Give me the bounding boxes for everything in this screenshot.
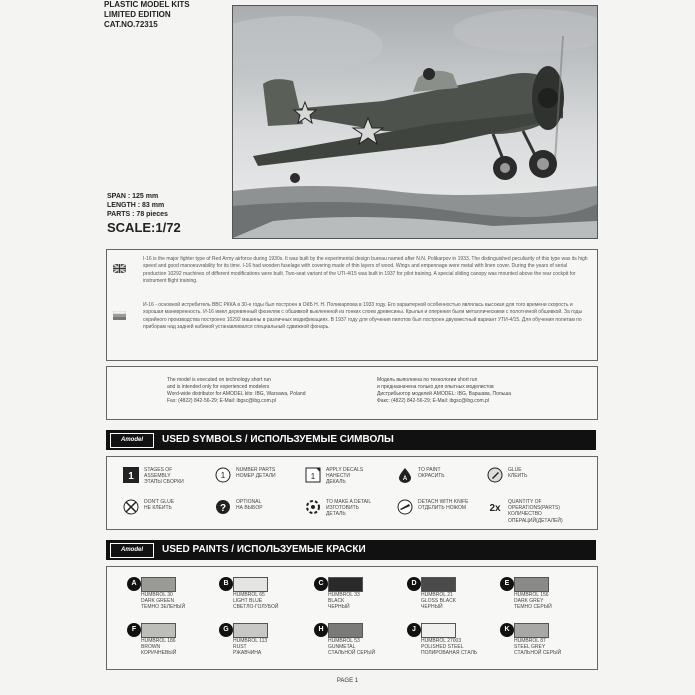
symbol-label (236, 499, 263, 511)
symbol-legend-item (305, 467, 363, 486)
symbol-label (418, 499, 468, 511)
paint-swatch (514, 577, 549, 592)
symbol-label (144, 499, 174, 511)
paint-legend-item (500, 577, 590, 627)
symbol-label (144, 467, 184, 486)
paint-swatch (514, 623, 549, 638)
header-line2: LIMITED EDITION (104, 10, 171, 19)
symbol-label-line: DON'T GLUE (144, 499, 175, 505)
paint-swatch (421, 577, 456, 592)
symbol-label (508, 499, 563, 524)
paint-label-line: DARK GREY (514, 598, 544, 605)
symbol-label-line: ИЗГОТОВИТЬ (326, 505, 359, 512)
symbol-label-line: ОКРАСИТЬ (418, 473, 445, 480)
symbol-label-line: НА ВЫБОР (236, 505, 263, 512)
paint-label-line: HUMBROL 156 (514, 592, 549, 598)
paint-swatch (141, 577, 176, 592)
stage-icon (123, 467, 139, 483)
paint-label-line: ТЕМНО ЗЕЛЕНЫЙ (141, 604, 186, 611)
paint-label (514, 592, 552, 611)
paint-letter-badge: F (127, 623, 141, 637)
symbol-label-line: КЛЕИТЬ (508, 473, 528, 480)
box-art-image (232, 5, 598, 239)
paint-swatch (328, 623, 363, 638)
uk-flag-icon (113, 264, 126, 273)
make-detail-icon (305, 499, 321, 515)
paint-label (141, 638, 176, 657)
span-value: SPAN : 125 mm (107, 193, 159, 200)
paint-letter-badge: C (314, 577, 328, 591)
symbol-label-line: ЭТАПЫ СБОРКИ (144, 479, 184, 486)
knife-icon (397, 499, 413, 515)
paint-label-line: HUMBROL 186 (141, 638, 176, 644)
scale-label: SCALE:1/72 (107, 220, 181, 235)
paint-label-line: BLACK (328, 598, 345, 605)
paint-legend-item (407, 577, 497, 627)
paint-label-line: ПОЛИРОВАНАЯ СТАЛЬ (421, 650, 478, 657)
page-number: PAGE 1 (336, 678, 359, 684)
paint-letter-badge: D (407, 577, 421, 591)
paint-label (141, 592, 185, 611)
paint-label-line: BROWN (141, 644, 161, 651)
symbols-header (106, 430, 596, 450)
paint-label (421, 592, 456, 611)
note-line: Дистрибьютор моделей AMODEL: IBG, Варшава, Польша (377, 391, 512, 397)
optional-icon (215, 499, 231, 515)
paint-label (233, 638, 267, 657)
symbols-title: USED SYMBOLS / ИСПОЛЬЗУЕМЫЕ СИМВОЛЫ (162, 434, 394, 445)
paints-header (106, 540, 596, 560)
symbols-panel (106, 456, 598, 530)
symbol-label-line: ОТДЕЛИТЬ НОЖОМ (418, 505, 467, 512)
paint-label-line: GLOSS BLACK (421, 598, 457, 605)
paint-label-line: HUMBROL 53 (328, 638, 360, 644)
paint-label-line: HUMBROL 65 (233, 592, 265, 598)
part-number-icon (215, 467, 231, 483)
symbol-label-line: TO MAKE A DETAIL (326, 499, 372, 505)
note-line: и предназначена только для опытных моделистов (377, 384, 494, 390)
symbol-legend-item (215, 499, 263, 515)
note-line: Модель выполнена по технологии short run (377, 377, 478, 383)
paint-label-line: HUMBROL 33 (328, 592, 360, 598)
symbol-label-line: ОПЕРАЦИЙ(ДЕТАЛЕЙ) (508, 517, 563, 524)
russian-flag-icon (113, 311, 126, 320)
paints-panel (106, 566, 598, 670)
paints-title: USED PAINTS / ИСПОЛЬЗУЕМЫЕ КРАСКИ (162, 544, 366, 555)
paint-legend-item (219, 577, 309, 627)
paint-label-line: КОРИЧНЕВЫЙ (141, 650, 177, 657)
paint-swatch (233, 623, 268, 638)
paint-label-line: HUMBROL 21 (421, 592, 453, 598)
note-line: Факс: (4822) 842-56-29; E-Mail: ibgsc@ibg.com.pl (377, 398, 490, 404)
paint-label-line: СВЕТЛО-ГОЛУБОЙ (233, 604, 279, 611)
symbol-label-line: КОЛИЧЕСТВО (508, 511, 542, 518)
symbol-label (326, 467, 363, 486)
paint-label-line: RUST (233, 644, 247, 651)
note-line: Word-wide distributor for AMODEL kits: IBG, Warsawa, Poland (167, 391, 306, 397)
paint-legend-item (500, 623, 590, 673)
symbol-legend-item (305, 499, 371, 518)
symbol-legend-item (397, 467, 445, 483)
paint-letter-badge: B (219, 577, 233, 591)
dont-glue-icon (123, 499, 139, 515)
paint-label-line: ЧЕРНЫЙ (421, 604, 443, 611)
paint-label-line: LIGHT BLUE (233, 598, 263, 605)
paint-legend-item (219, 623, 309, 673)
paint-label (514, 638, 561, 657)
paint-label-line: ЧЕРНЫЙ (328, 604, 350, 611)
symbol-label-line: QUANTITY OF (508, 499, 542, 505)
paint-label-line: HUMBROL 27003 (421, 638, 462, 644)
svg-text:A: A (402, 476, 408, 482)
paint-label-line: POLISHED STEEL (421, 644, 464, 651)
quantity-icon (487, 499, 503, 515)
symbol-label-line: НОМЕР ДЕТАЛИ (236, 473, 276, 480)
symbol-label-line: TO PAINT (418, 467, 441, 473)
kit-specs (107, 192, 168, 219)
header-line1: PLASTIC MODEL KITS (104, 0, 190, 9)
paint-label-line: СТАЛЬНОЙ СЕРЫЙ (328, 650, 376, 657)
glue-icon (487, 467, 503, 483)
kit-header (104, 0, 190, 30)
symbol-legend-item (487, 467, 527, 483)
note-line: and is intended only for experienced modelers (167, 384, 270, 390)
symbol-label-line: OPERATIONS(PARTS) (508, 505, 560, 512)
paint-letter-badge: E (500, 577, 514, 591)
symbol-legend-item (123, 499, 174, 515)
svg-text:1: 1 (220, 471, 226, 480)
symbol-legend-item (123, 467, 184, 486)
catalog-number: CAT.NO.72315 (104, 20, 158, 29)
paint-swatch (141, 623, 176, 638)
paint-label-line: STEEL GREY (514, 644, 546, 651)
symbol-label-line: STAGES OF (144, 467, 173, 473)
paint-letter-badge: J (407, 623, 421, 637)
paint-label-line: HUMBROL 30 (141, 592, 173, 598)
symbol-label-line: ДЕКАЛЬ (326, 479, 346, 486)
distributor-notes (106, 366, 598, 420)
symbol-label-line: GLUE (508, 467, 522, 473)
paint-letter-badge: K (500, 623, 514, 637)
paint-label-line: DARK GREEN (141, 598, 175, 605)
symbol-label-line: НАНЕСТИ (326, 473, 350, 480)
paint-label (328, 592, 360, 611)
symbol-label-line: NUMBER PARTS (236, 467, 276, 473)
paint-label-line: HUMBROL 113 (233, 638, 268, 644)
paint-letter-badge: A (127, 577, 141, 591)
paint-swatch (421, 623, 456, 638)
length-value: LENGTH : 83 mm (107, 202, 165, 209)
aircraft-illustration (233, 6, 597, 238)
brand-logo: Amodel (110, 433, 154, 448)
symbol-label-line: OPTIONAL (236, 499, 262, 505)
svg-text:?: ? (219, 503, 227, 514)
symbol-label-line: ASSEMBLY (144, 473, 171, 480)
brand-logo: Amodel (110, 543, 154, 558)
paint-legend-item (127, 577, 217, 627)
paint-label-line: GUNMETAL (328, 644, 356, 651)
svg-text:2x: 2x (489, 503, 501, 514)
paint-icon (397, 467, 413, 483)
paint-label-line: ТЕМНО СЕРЫЙ (514, 604, 552, 611)
symbol-label-line: DETACH WITH KNIFE (418, 499, 469, 505)
paint-label (328, 638, 375, 657)
paint-swatch (328, 577, 363, 592)
description-english: I-16 is the major fighter type of Red Army airforce during 1930s. It was built by the experimental design bureau named after N.N. Polikarpov in 1933. The distinguished peculiarity of this type was its high speed and good manoeuvrability for its time. I-16 had wooden fuselage with covering made of thin layers of wood. Wings and empennage were metal with linen cover. During the years of serial production 10292 machines of different modifications were built. Two-seat variant of the UTI-4/15 was built in 1937 for pilot training. A special sliding canopy was mounted above the rear cockpit for instrument flight training. (143, 256, 588, 284)
paint-label (421, 638, 477, 657)
notes-english (167, 377, 305, 405)
symbol-label (508, 467, 527, 479)
paint-legend-item (407, 623, 497, 673)
symbol-label-line: APPLY DECALS (326, 467, 364, 473)
paint-swatch (233, 577, 268, 592)
symbol-legend-item (397, 499, 468, 515)
notes-russian (377, 377, 511, 405)
note-line: Fax: (4822) 842-56-29; E-Mail: ibgsc@ibg.com.pl (167, 398, 277, 404)
description-russian: И-16 - основной истребитель ВВС РККА в 30-е годы был построен в ОКБ Н. Н. Поликарпова в 1933 году. Его характерной особенностью являлась высокая для того времени скорость и хорошая маневренность. И-16 имел деревянный фюзеляж с обшивкой выклеенной из тонких слоев древесины. Крылья и оперения были металлическими с полотняной обшивкой. За годы серийного производства построено 10292 машины в различных модификациях. В 1937 году для обучения пилотов был построен двухместный вариант УТИ-4/15. Для обучения полетам по приборам над задней кабиной устанавливался специальный сдвижной фонарь. (143, 302, 583, 330)
parts-value: PARTS : 78 pieces (107, 211, 168, 218)
description-box (106, 249, 598, 361)
symbol-label-line: ДЕТАЛЬ (326, 511, 346, 518)
symbol-label (326, 499, 371, 518)
paint-letter-badge: G (219, 623, 233, 637)
paint-letter-badge: H (314, 623, 328, 637)
symbol-legend-item (487, 499, 563, 524)
svg-text:1: 1 (310, 472, 316, 481)
paint-label-line: HUMBROL 87 (514, 638, 546, 644)
svg-text:1: 1 (128, 471, 134, 482)
paint-legend-item (314, 577, 404, 627)
paint-legend-item (127, 623, 217, 673)
paint-label-line: РЖАВЧИНА (233, 650, 262, 657)
note-line: The model is executed on technology short run (167, 377, 271, 383)
symbol-label (418, 467, 445, 479)
symbol-legend-item (215, 467, 276, 483)
symbol-label-line: НЕ КЛЕИТЬ (144, 505, 172, 512)
paint-label (233, 592, 279, 611)
symbol-label (236, 467, 276, 479)
paint-label-line: СТАЛЬНОЙ СЕРЫЙ (514, 650, 562, 657)
paint-legend-item (314, 623, 404, 673)
apply-decals-icon (305, 467, 321, 483)
